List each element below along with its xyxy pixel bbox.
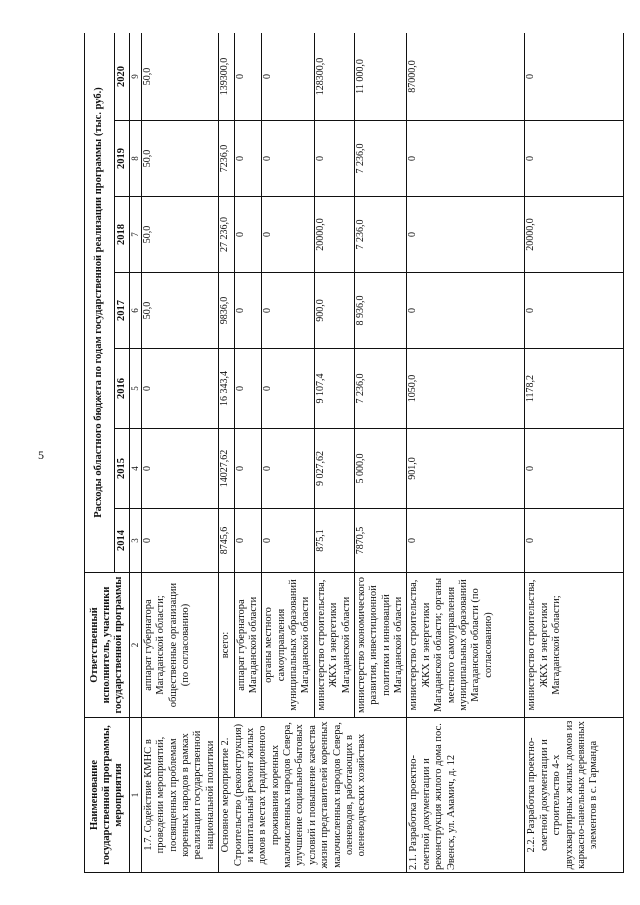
column-number: 2 (130, 573, 142, 718)
value-cell: 0 (407, 509, 525, 573)
page-number: 5 (38, 448, 44, 462)
column-number: 9 (130, 33, 142, 121)
column-number: 8 (130, 121, 142, 197)
responsible-cell: аппарат губернатора Магаданской области (234, 573, 262, 718)
measure-name: 2.1. Разработка проектно-сметной документации и реконструкция жилого дома пос. Эвенск, ул. Амамич, д. 12 (407, 718, 525, 873)
table-row (525, 33, 624, 873)
header-responsible: Ответственный исполнитель, участники государственной программы (85, 573, 130, 718)
value-cell: 0 (525, 121, 624, 197)
responsible-cell: органы местного самоуправления муниципальных образований Магаданской области (262, 573, 315, 718)
value-cell: 0 (525, 273, 624, 349)
table-row (407, 33, 525, 873)
value-cell: 901,0 (407, 429, 525, 509)
value-cell: 0 (407, 121, 525, 197)
year-header: 2019 (115, 121, 130, 197)
value-cell: 50,0 (141, 121, 218, 197)
value-cell: 27 236,0 (219, 197, 234, 273)
value-cell: 7 236,0 (354, 121, 407, 197)
column-number: 7 (130, 197, 142, 273)
value-cell: 9 107,4 (314, 349, 354, 429)
value-cell: 0 (525, 509, 624, 573)
year-header: 2018 (115, 197, 130, 273)
value-cell: 0 (234, 121, 262, 197)
value-cell: 50,0 (141, 33, 218, 121)
year-header: 2014 (115, 509, 130, 573)
value-cell: 9836,0 (219, 273, 234, 349)
value-cell: 7 236,0 (354, 349, 407, 429)
value-cell: 11 000,0 (354, 33, 407, 121)
value-cell: 0 (262, 273, 315, 349)
value-cell: 0 (407, 197, 525, 273)
responsible-cell: министерство строительства, ЖКХ и энергетики Магаданской области; (525, 573, 624, 718)
value-cell: 5 000,0 (354, 429, 407, 509)
value-cell: 0 (234, 273, 262, 349)
value-cell: 0 (262, 509, 315, 573)
responsible-cell: министерство экономического развития, инвестиционной политики и инноваций Магаданской области (354, 573, 407, 718)
value-cell: 16 343,4 (219, 349, 234, 429)
value-cell: 14027,62 (219, 429, 234, 509)
value-cell: 0 (525, 429, 624, 509)
value-cell: 1050,0 (407, 349, 525, 429)
table-row (141, 33, 218, 873)
value-cell: 50,0 (141, 197, 218, 273)
value-cell: 7 236,0 (354, 197, 407, 273)
value-cell: 0 (141, 429, 218, 509)
value-cell: 9 027,62 (314, 429, 354, 509)
value-cell: 139300,0 (219, 33, 234, 121)
value-cell: 0 (262, 349, 315, 429)
value-cell: 0 (262, 33, 315, 121)
column-number: 6 (130, 273, 142, 349)
value-cell: 0 (314, 121, 354, 197)
value-cell: 0 (262, 197, 315, 273)
value-cell: 0 (234, 33, 262, 121)
value-cell: 0 (525, 33, 624, 121)
value-cell: 7870,5 (354, 509, 407, 573)
column-number: 3 (130, 509, 142, 573)
responsible-cell: аппарат губернатора Магаданской области; общественные организации (по согласованию) (141, 573, 218, 718)
column-number: 1 (130, 718, 142, 873)
value-cell: 0 (234, 349, 262, 429)
table-row (219, 33, 234, 873)
value-cell: 7236,0 (219, 121, 234, 197)
header-expenses: Расходы областного бюджета по годам государственной реализации программы (тыс. руб.) (85, 33, 115, 573)
value-cell: 50,0 (141, 273, 218, 349)
budget-table (84, 33, 624, 873)
value-cell: 0 (234, 509, 262, 573)
measure-name: Основное мероприятие 2. Строительство (реконструкция) и капитальный ремонт жилых домов в местах традиционного проживания коренных малочисленных народов Севера, улучшение социально-бытовых условий и повышение качества жизни представителей коренных малочисленных народов Севера, оленеводов, работающих в оленеводческих хозяйствах (219, 718, 407, 873)
column-number: 4 (130, 429, 142, 509)
value-cell: 0 (141, 349, 218, 429)
measure-name: 1.7. Содействие КМНС в проведении мероприятий, посвященных проблемам коренных народов в рамках реализации государственной национальной политики (141, 718, 218, 873)
value-cell: 0 (141, 509, 218, 573)
value-cell: 128300,0 (314, 33, 354, 121)
value-cell: 20000,0 (525, 197, 624, 273)
value-cell: 0 (407, 273, 525, 349)
responsible-cell: министерство строительства, ЖКХ и энергетики Магаданской области; органы местного самоуправления муниципальных образований Магаданской области (по согласованию) (407, 573, 525, 718)
value-cell: 0 (262, 429, 315, 509)
responsible-cell: министерство строительства, ЖКХ и энергетики Магаданской области (314, 573, 354, 718)
value-cell: 875,1 (314, 509, 354, 573)
value-cell: 1178,2 (525, 349, 624, 429)
column-number: 5 (130, 349, 142, 429)
year-header: 2016 (115, 349, 130, 429)
rotated-sheet (84, 33, 624, 873)
year-header: 2017 (115, 273, 130, 349)
value-cell: 0 (234, 429, 262, 509)
value-cell: 20000,0 (314, 197, 354, 273)
measure-name: 2.2. Разработка проектно-сметной документации и строительство 4-х двухквартирных жилых домов из каркасно-панельных деревянных элементов в с. Гарманда (525, 718, 624, 873)
value-cell: 0 (234, 197, 262, 273)
year-header: 2020 (115, 33, 130, 121)
responsible-cell: всего: (219, 573, 234, 718)
value-cell: 8745,6 (219, 509, 234, 573)
year-header: 2015 (115, 429, 130, 509)
value-cell: 8 936,0 (354, 273, 407, 349)
header-name: Наименование государственной программы, мероприятия (85, 718, 130, 873)
value-cell: 87000,0 (407, 33, 525, 121)
value-cell: 0 (262, 121, 315, 197)
value-cell: 900,0 (314, 273, 354, 349)
